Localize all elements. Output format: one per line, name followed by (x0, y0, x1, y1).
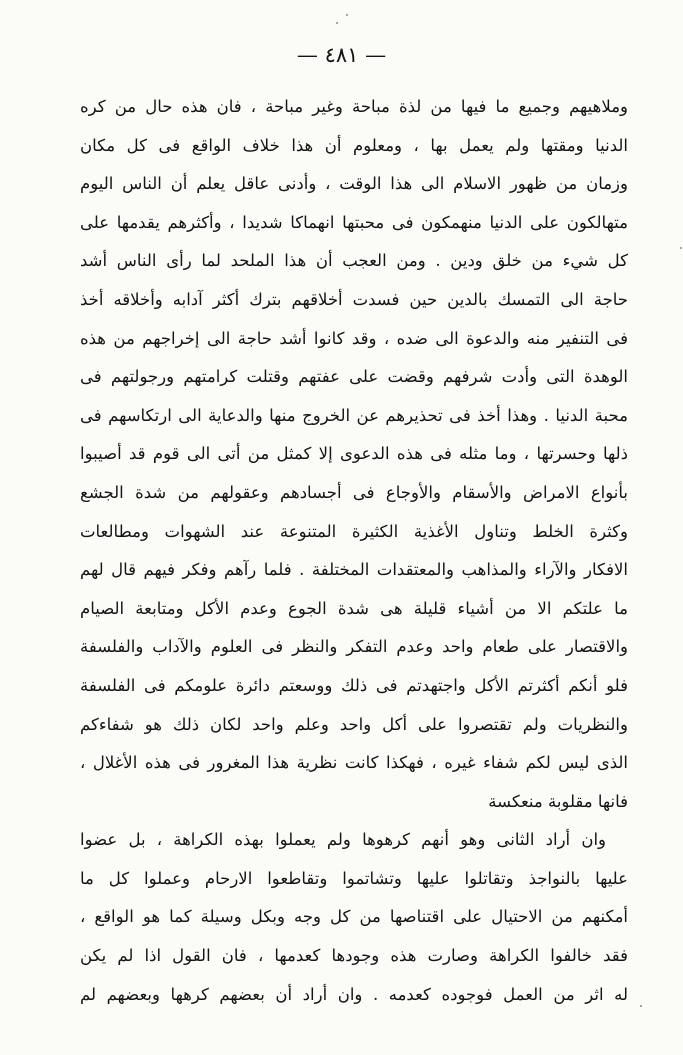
text-line: له اثر من العمل فوجوده كعدمه . وان أراد أن بعضهم كرهها وبعضهم لم (80, 984, 628, 1004)
page-number: — ٤٨١ — (296, 43, 387, 67)
paragraph-2 (80, 821, 628, 1014)
scan-speck (346, 14, 348, 16)
text-line: الوهدة التى وأدت شرفهم وقضت على عفتهم وقتلت كرامتهم ورجولتهم فى (80, 367, 628, 387)
text-line: محبة الدنيا . وهذا أخذ فى تحذيرهم عن الخروج منها والدعاية الى ارتكاسهم فى (80, 405, 628, 425)
text-line: بأنواع الامراض والأسقام والأوجاع فى أجسادهم وعقولهم من شدة الجشع (80, 482, 628, 502)
text-line: وزمان من ظهور الاسلام الى هذا الوقت ، وأدنى عاقل يعلم أن الناس اليوم (80, 174, 628, 194)
text-line: ما علتكم الا من أشياء قليلة هى شدة الجوع وعدم الأكل ومتابعة الصيام (80, 598, 628, 618)
text-line: حاجة الى التمسك بالدين حين فسدت أخلاقهم بترك أكثر آدابه وأخلاقه أخذ (80, 289, 628, 309)
text-line: الذى ليس لكم شفاء غيره ، فهكذا كانت نظرية هذا المغرور فى هذه الأغلال ، (80, 753, 628, 773)
scan-speck (640, 1005, 642, 1007)
text-line: وان أراد الثانى وهو أنهم كرهوها ولم يعملوا بهذه الكراهة ، بل عضوا (80, 830, 606, 850)
text-line: أمكنهم من الاحتيال على اقتناصها من كل وجه وبكل وسيلة كما هو الواقع ، (80, 907, 628, 927)
text-line: فقد خالفوا الكراهة وصارت هذه وجودها كعدمها ، فان القول اذا لم يكن (80, 946, 628, 966)
text-line: عليها بالنواجذ وتقاتلوا عليها وتشاتموا وتقاطعوا الارحام وعملوا كل ما (80, 868, 628, 888)
text-line: ذلها وحسرتها ، وما مثله فى هذه الدعوى إلا كمثل من أتى الى قوم قد أصيبوا (80, 444, 628, 464)
paragraph-1 (80, 88, 628, 821)
text-line: الدنيا ومقتها ولم يعمل بها ، ومعلوم أن هذا خلاف الواقع فى كل مكان (80, 135, 628, 155)
text-line: فانها مقلوبة منعكسة (488, 791, 628, 811)
text-line: وكثرة الخلط وتناول الأغذية الكثيرة المتنوعة عند الشهوات ومطالعات (80, 521, 628, 541)
body-text (80, 88, 628, 1014)
text-line: فى التنفير منه والدعوة الى ضده ، وقد كانوا أشد حاجة الى إخراجهم من هذه (80, 328, 628, 348)
text-line: والاقتصار على طعام واحد وعدم التفكر والنظر فى العلوم والآداب والفلسفة (80, 637, 628, 657)
text-line: متهالكون على الدنيا منهمكون فى محبتها انهماكا شديدا ، وأكثرهم يقدمها على (80, 212, 628, 232)
text-line: الافكار والآراء والمذاهب والمعتقدات المختلفة . فلما رآهم وفكر فيهم قال لهم (80, 560, 628, 580)
text-line: فلو أنكم أكثرتم الأكل واجتهدتم فى ذلك ووسعتم دائرة علومكم فى الفلسفة (80, 675, 628, 695)
text-line: والنظريات ولم تقتصروا على أكل واحد وعلم واحد لكان ذلك هو شفاءكم (80, 714, 628, 734)
text-line: كل شيء من خلق ودين . ومن العجب أن هذا الملحد لما رأى الناس أشد (80, 251, 628, 271)
text-line: وملاهيهم وجميع ما فيها من لذة مباحة وغير مباحة ، فان هذه حال من كره (80, 97, 628, 116)
scan-speck (680, 247, 682, 249)
scan-speck (336, 22, 338, 24)
